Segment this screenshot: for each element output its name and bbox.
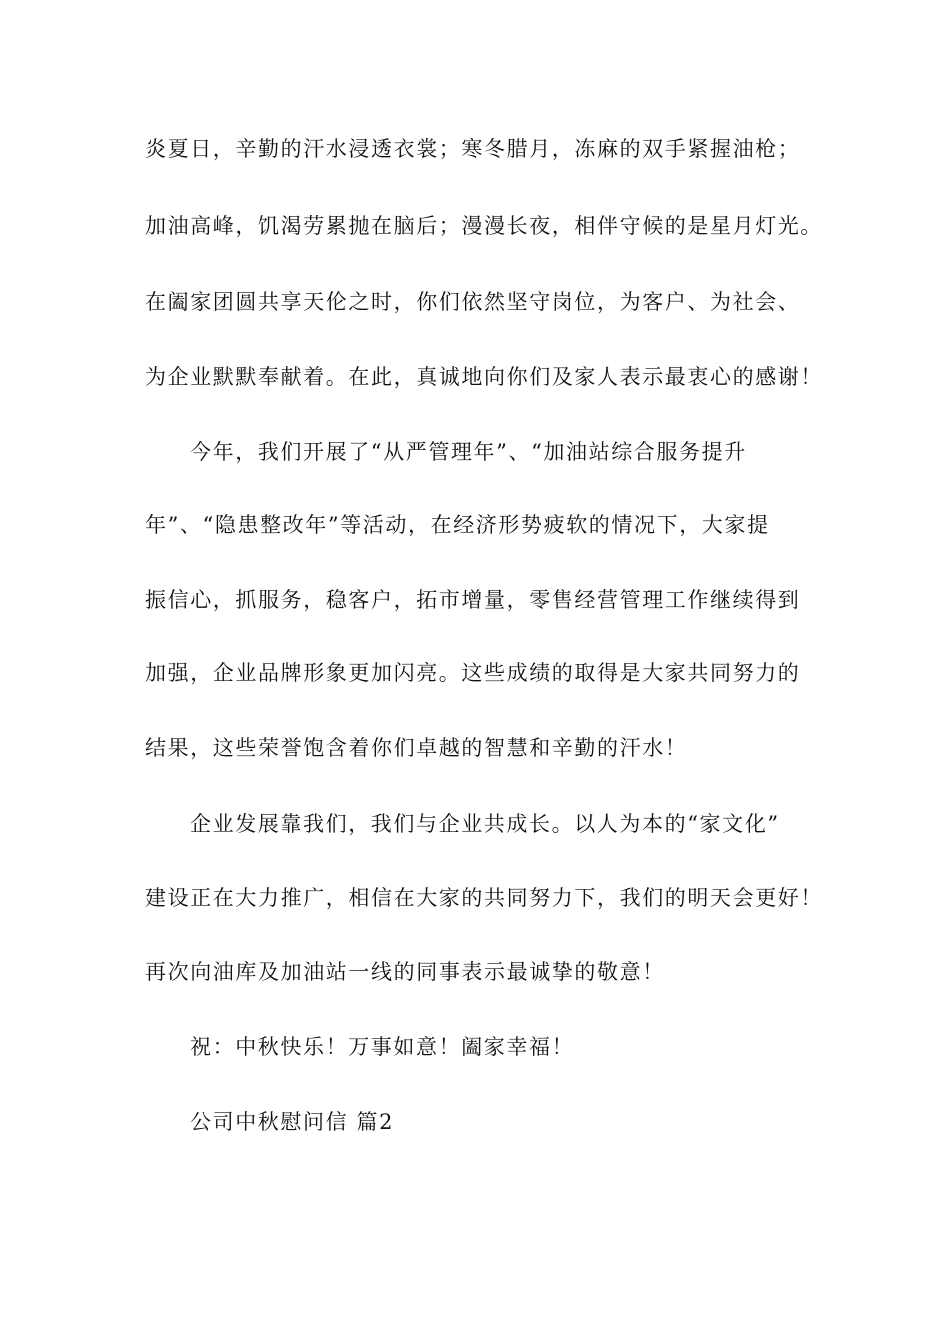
text-line: 祝：中秋快乐！万事如意！阖家幸福！ xyxy=(190,1035,575,1059)
text-line: 企业发展靠我们，我们与企业共成长。以人为本的“家文化” xyxy=(190,812,780,836)
text-line: 再次向油库及加油站一线的同事表示最诚挚的敬意！ xyxy=(145,960,665,984)
text-line: 结果，这些荣誉饱含着你们卓越的智慧和辛勤的汗水！ xyxy=(145,736,688,760)
text-line: 今年，我们开展了“从严管理年”、“加油站综合服务提升 xyxy=(190,440,747,464)
text-line: 为企业默默奉献着。在此，真诚地向你们及家人表示最衷心的感谢！ xyxy=(145,365,823,389)
text-line: 炎夏日，辛勤的汗水浸透衣裳；寒冬腊月，冻麻的双手紧握油枪； xyxy=(145,137,801,161)
text-line: 加强，企业品牌形象更加闪亮。这些成绩的取得是大家共同努力的 xyxy=(145,661,801,685)
text-line: 加油高峰，饥渴劳累抛在脑后；漫漫长夜，相伴守候的是星月灯光。 xyxy=(145,214,823,238)
text-line: 在阖家团圆共享天伦之时，你们依然坚守岗位，为客户、为社会、 xyxy=(145,290,801,314)
text-line: 建设正在大力推广，相信在大家的共同努力下，我们的明天会更好！ xyxy=(145,886,823,910)
section-heading: 公司中秋慰问信 篇2 xyxy=(190,1110,395,1134)
text-line: 年”、“隐患整改年”等活动，在经济形势疲软的情况下，大家提 xyxy=(145,513,770,537)
text-line: 振信心，抓服务，稳客户，拓市增量，零售经营管理工作继续得到 xyxy=(145,588,801,612)
